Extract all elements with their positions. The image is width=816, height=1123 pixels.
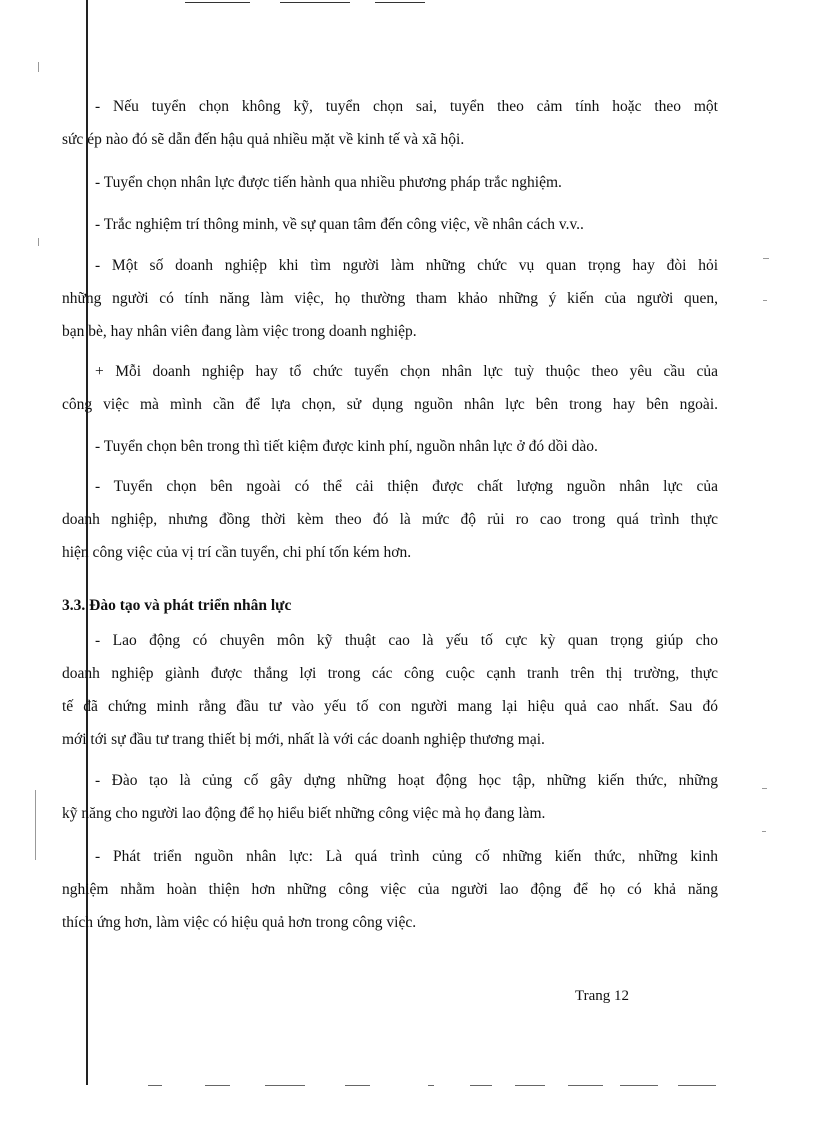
scan-artifact-bottom-5: [428, 1085, 434, 1086]
scan-mark-left-3: [35, 790, 36, 860]
text-line: thích ứng hơn, làm việc có hiệu quả hơn trong công việc.: [62, 914, 417, 931]
page-number: Trang 12: [575, 988, 630, 1004]
paragraph-skilled-labor: [62, 624, 718, 756]
paragraph-selection-methods: [62, 166, 718, 199]
text-line: doanh nghiệp, nhưng đồng thời kèm theo đó là mức độ rủi ro cao trong quá trình thực: [62, 511, 718, 528]
text-line: - Đào tạo là củng cố gây dựng những hoạt động học tập, những kiến thức, những: [95, 772, 718, 789]
scan-artifact-bottom-8: [568, 1085, 603, 1086]
scan-artifact-top-1: [185, 2, 250, 3]
text-line: nghiệm nhằm hoàn thiện hơn những công việc của người lao động để họ có khả năng: [62, 881, 718, 898]
scan-mark-right-1: [763, 258, 769, 259]
scan-artifact-bottom-4: [345, 1085, 370, 1086]
text-line: - Lao động có chuyên môn kỹ thuật cao là yếu tố cực kỳ quan trọng giúp cho: [95, 632, 718, 649]
scan-artifact-bottom-9: [620, 1085, 658, 1086]
text-line: sức ép nào đó sẽ dẫn đến hậu quả nhiều mặt về kinh tế và xã hội.: [62, 131, 465, 148]
scan-mark-left-1: [38, 62, 39, 72]
text-line: - Tuyển chọn bên trong thì tiết kiệm được kinh phí, nguồn nhân lực ở đó dồi dào.: [95, 438, 598, 455]
text-line: tế đã chứng minh rằng đầu tư vào yếu tố con người mang lại hiệu quả cao nhất. Sau đó: [62, 698, 718, 715]
text-line: - Phát triển nguồn nhân lực: Là quá trình củng cố những kiến thức, những kinh: [95, 848, 718, 865]
paragraph-external-selection: [62, 470, 718, 569]
text-line: + Mỗi doanh nghiệp hay tổ chức tuyển chọn nhân lực tuỳ thuộc theo yêu cầu của: [95, 363, 718, 380]
text-line: công việc mà mình cần để lựa chọn, sử dụng nguồn nhân lực bên trong hay bên ngoài.: [62, 396, 718, 413]
text-line: những người có tính năng làm việc, họ thường tham khảo những ý kiến của người quen,: [62, 290, 718, 307]
scan-mark-right-3: [762, 788, 767, 789]
paragraph-careless-selection: [62, 90, 718, 156]
scan-artifact-bottom-2: [205, 1085, 230, 1086]
scan-artifact-bottom-1: [148, 1085, 162, 1086]
scan-mark-left-2: [38, 238, 39, 246]
paragraph-development: [62, 840, 718, 939]
scan-artifact-bottom-10: [678, 1085, 716, 1086]
paragraph-tests: [62, 208, 718, 241]
text-line: - Nếu tuyển chọn không kỹ, tuyển chọn sai, tuyển theo cảm tính hoặc theo một: [95, 98, 718, 115]
text-line: kỹ năng cho người lao động để họ hiểu biết những công việc mà họ đang làm.: [62, 805, 546, 822]
text-line: bạn bè, hay nhân viên đang làm việc trong doanh nghiệp.: [62, 323, 417, 340]
scan-mark-right-2: [763, 300, 767, 301]
scan-mark-right-4: [762, 831, 766, 832]
text-line: - Tuyển chọn bên ngoài có thể cải thiện được chất lượng nguồn nhân lực của: [95, 478, 718, 495]
text-line: doanh nghiệp giành được thắng lợi trong các công cuộc cạnh tranh trên thị trường, thực: [62, 665, 718, 682]
text-line: - Trắc nghiệm trí thông minh, về sự quan tâm đến công việc, về nhân cách v.v..: [95, 216, 584, 233]
text-line: hiện công việc của vị trí cần tuyển, chi phí tốn kém hơn.: [62, 544, 412, 561]
text-line: mới tới sự đầu tư trang thiết bị mới, nhất là với các doanh nghiệp thương mại.: [62, 731, 545, 748]
paragraph-internal-external: [62, 355, 718, 421]
scan-artifact-bottom-6: [470, 1085, 492, 1086]
scan-artifact-top-2: [280, 2, 350, 3]
scan-artifact-top-3: [375, 2, 425, 3]
paragraph-training: [62, 764, 718, 830]
section-heading: 3.3. Đào tạo và phát triển nhân lực: [62, 597, 292, 614]
text-line: - Một số doanh nghiệp khi tìm người làm những chức vụ quan trọng hay đòi hỏi: [95, 257, 718, 274]
text-line: - Tuyển chọn nhân lực được tiến hành qua nhiều phương pháp trắc nghiệm.: [95, 174, 562, 191]
scan-artifact-bottom-7: [515, 1085, 545, 1086]
paragraph-internal-selection: [62, 430, 718, 463]
scan-artifact-bottom-3: [265, 1085, 305, 1086]
paragraph-referrals: [62, 249, 718, 348]
